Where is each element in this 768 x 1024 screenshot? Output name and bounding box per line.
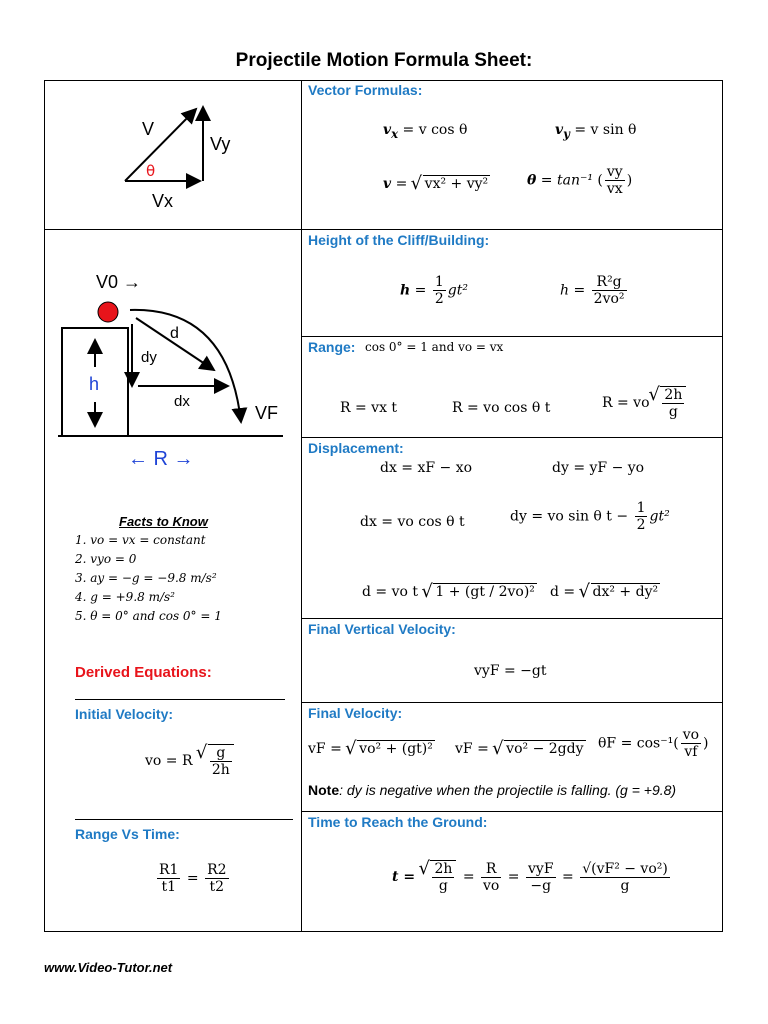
formula-initial-velocity: vo = R √ $\frac{g}{2h}$ bbox=[145, 744, 236, 778]
range-label: ← R → bbox=[128, 448, 194, 470]
row-divider bbox=[301, 336, 723, 337]
facts-heading: Facts to Know bbox=[119, 514, 208, 529]
formula-dy: dy = yF − yo bbox=[552, 460, 645, 476]
formula-range-angle: R = vo cos θ t bbox=[452, 400, 551, 416]
formula-vx: $v_x = v$ cos θ bbox=[383, 122, 468, 141]
row-divider bbox=[301, 437, 723, 438]
formula-height-time: h = $\frac{1}{2}$ gt² bbox=[400, 274, 468, 307]
fact-item: 4. g = +9.8 m/s² bbox=[75, 590, 175, 604]
formula-theta: θ = tan⁻¹ ( $\frac{vy}{vx}$ ) bbox=[527, 164, 633, 197]
dy-label: dy bbox=[141, 349, 157, 366]
fact-item: 2. vyo = 0 bbox=[75, 552, 137, 566]
final-velocity-heading: Final Velocity: bbox=[308, 705, 403, 721]
row-divider bbox=[44, 229, 723, 230]
footer-url[interactable]: www.Video-Tutor.net bbox=[44, 960, 173, 975]
v0-label: V0 → bbox=[96, 272, 142, 292]
fact-item: 3. ay = −g = −9.8 m/s² bbox=[75, 571, 217, 585]
fact-item: 5. θ = 0° and cos 0° = 1 bbox=[75, 609, 222, 623]
height-heading: Height of the Cliff/Building: bbox=[308, 232, 490, 248]
formula-theta-f: θF = cos⁻¹( $\frac{vo}{vf}$ ) bbox=[598, 727, 709, 760]
formula-height-range: h = $\frac{\text{R²g}}{\text{2vo²}}$ bbox=[560, 274, 625, 307]
time-heading: Time to Reach the Ground: bbox=[308, 814, 488, 830]
displacement-heading: Displacement: bbox=[308, 440, 404, 456]
cliff-diagram bbox=[58, 262, 288, 477]
column-divider bbox=[301, 80, 302, 932]
formula-vf-time: vF = √ vo² + (gt)² bbox=[308, 740, 435, 757]
formula-vyf: vyF = −gt bbox=[474, 663, 547, 679]
derived-divider bbox=[75, 699, 285, 700]
d-label: d bbox=[170, 325, 179, 342]
vx-label: Vx bbox=[152, 191, 174, 211]
row-divider bbox=[301, 618, 723, 619]
projectile-ball bbox=[98, 302, 118, 322]
theta-label: θ bbox=[146, 162, 156, 180]
row-divider bbox=[301, 811, 723, 812]
formula-range-vs-time: $\frac{R1}{t1}$ = $\frac{R2}{t2}$ bbox=[159, 862, 227, 895]
formula-time: t = √ $\frac{2h}{g}$ = $\frac{R}{vo}$ = $\frac{\text{vyF}}{-g}$ = $\frac{\text{√(vF² − vo²)}}{g}$ bbox=[392, 860, 672, 894]
range-condition: cos 0° = 1 and vo = vx bbox=[365, 340, 504, 354]
formula-dx-time: dx = vo cos θ t bbox=[360, 514, 465, 530]
vy-label: Vy bbox=[210, 134, 231, 154]
page-title: Projectile Motion Formula Sheet: bbox=[235, 50, 533, 71]
formula-range-height: R = vo √ $\frac{2h}{g}$ bbox=[602, 386, 688, 420]
row-divider bbox=[301, 702, 723, 703]
formula-vy: $v_y = v$ sin θ bbox=[555, 122, 637, 141]
vector-triangle-diagram bbox=[110, 95, 270, 215]
formula-range-vx: R = vx t bbox=[340, 400, 398, 416]
range-vs-time-heading: Range Vs Time: bbox=[75, 826, 180, 842]
range-heading: Range: bbox=[308, 339, 356, 355]
vf-label: VF bbox=[255, 403, 279, 423]
formula-dy-time: dy = vo sin θ t − $\frac{1}{2}$ gt² bbox=[510, 500, 670, 533]
formula-v-magnitude: v = √ vx² + vy² bbox=[383, 175, 490, 192]
fact-item: 1. vo = vx = constant bbox=[75, 533, 206, 547]
final-velocity-note: Note: dy is negative when the projectile is falling. (g = +9.8) bbox=[308, 782, 677, 798]
v-label: V bbox=[142, 119, 155, 139]
derived-heading: Derived Equations: bbox=[75, 664, 212, 681]
formula-vf-displacement: vF = √ vo² − 2gdy bbox=[455, 740, 586, 757]
dx-label: dx bbox=[174, 393, 190, 410]
formula-d-time: d = vo t √ 1 + (gt / 2vo)² bbox=[362, 583, 537, 600]
initial-velocity-heading: Initial Velocity: bbox=[75, 706, 174, 722]
h-label: h bbox=[89, 374, 100, 394]
vector-formulas-heading: Vector Formulas: bbox=[308, 82, 423, 98]
final-vertical-heading: Final Vertical Velocity: bbox=[308, 621, 456, 637]
range-time-divider bbox=[75, 819, 293, 820]
facts-list bbox=[75, 512, 222, 626]
formula-d-components: d = √ dx² + dy² bbox=[550, 583, 660, 600]
formula-dx: dx = xF − xo bbox=[380, 460, 473, 476]
